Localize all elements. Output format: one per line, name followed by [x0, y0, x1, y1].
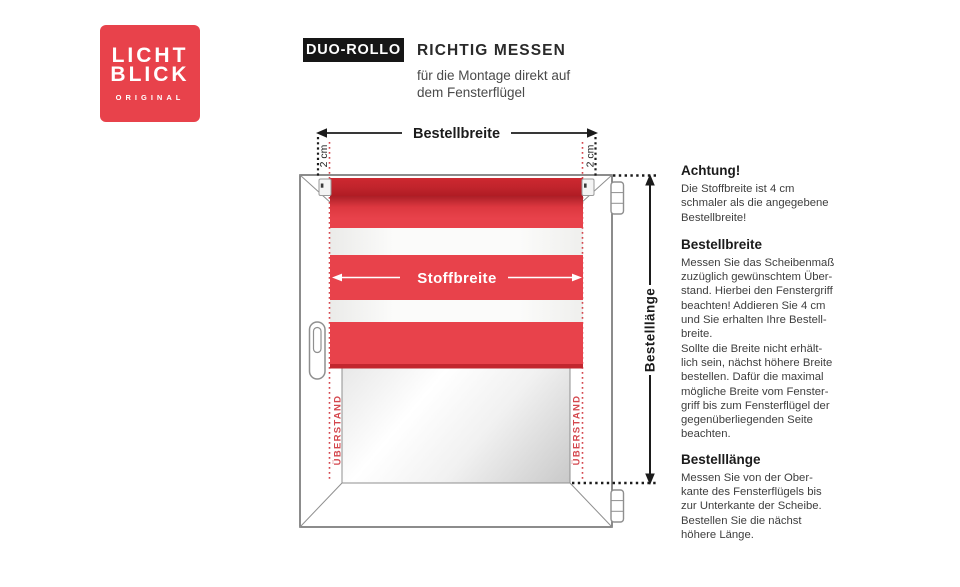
- text-line: Bestellbreite!: [681, 211, 747, 224]
- section-bestelllaenge: [681, 452, 856, 542]
- page-subtitle-line1: für die Montage direkt auf: [417, 68, 571, 83]
- text-line: griff bis zum Fensterflügel der: [681, 399, 830, 412]
- blind-cassette: [330, 178, 583, 196]
- section-bestellbreite: [681, 237, 856, 442]
- text-line: und Sie erhalten Ihre Bestell-: [681, 314, 827, 327]
- brand-logo-original: ORIGINAL: [115, 92, 185, 102]
- offset-label-right: 2 cm: [584, 144, 597, 168]
- text-line: Die Stoffbreite ist 4 cm: [681, 183, 795, 195]
- text-line: kante des Fensterflügels bis: [681, 486, 822, 499]
- text-line: stand. Hierbei den Fenstergriff: [681, 285, 833, 298]
- order-width-label: Bestellbreite: [412, 126, 501, 142]
- offset-label-left: 2 cm: [318, 144, 330, 168]
- text-line: beachten.: [681, 428, 731, 441]
- hinge-top: [611, 182, 624, 214]
- brand-logo-line1: LICHT: [111, 43, 189, 67]
- text-line: bestellen. Dafür die maximal: [681, 371, 824, 384]
- section-bestelllaenge-heading: Bestelllänge: [681, 451, 761, 467]
- text-line: schmaler als die angegebene: [681, 197, 829, 210]
- instructions-column: [681, 163, 856, 554]
- text-line: Messen Sie das Scheibenmaß: [681, 256, 835, 269]
- text-line: zuzüglich gewünschtem Über-: [681, 271, 833, 284]
- fabric-stripe-3: [330, 322, 583, 364]
- overhang-label-left: ÜBERSTAND: [332, 394, 344, 466]
- text-line: Sollte die Breite nicht erhält-: [681, 342, 823, 355]
- page-subtitle-line2: dem Fensterflügel: [417, 85, 526, 100]
- hinge-bottom: [611, 490, 624, 522]
- window-handle: [310, 322, 326, 379]
- text-line: Messen Sie von der Ober-: [681, 471, 813, 484]
- fabric-stripe-1: [330, 196, 583, 228]
- order-length-label: Bestelllänge: [642, 287, 658, 373]
- text-line: breite.: [681, 328, 713, 341]
- section-achtung: [681, 163, 856, 225]
- fabric-width-label: Stoffbreite: [417, 270, 497, 287]
- section-bestellbreite-heading: Bestellbreite: [681, 236, 763, 252]
- fabric-hem-bar: [330, 364, 583, 369]
- product-badge: DUO-ROLLO: [303, 38, 404, 62]
- text-line: gegenüberliegenden Seite: [681, 414, 813, 427]
- text-line: beachten! Addieren Sie 4 cm: [681, 299, 826, 312]
- text-line: mögliche Breite vom Fenster-: [681, 385, 829, 398]
- brand-logo-line2: BLICK: [110, 62, 190, 86]
- text-line: Bestellen Sie die nächst: [681, 514, 802, 527]
- page-title: RICHTIG MESSEN: [417, 42, 566, 59]
- section-achtung-heading: Achtung!: [681, 163, 741, 178]
- text-line: lich sein, nächst höhere Breite: [681, 356, 833, 369]
- cassette-end-cap-left: [319, 179, 331, 196]
- overhang-label-right: ÜBERSTAND: [571, 394, 583, 466]
- text-line: höhere Länge.: [681, 528, 754, 541]
- text-line: zur Unterkante der Scheibe.: [681, 500, 822, 513]
- cassette-end-cap-right: [582, 179, 594, 196]
